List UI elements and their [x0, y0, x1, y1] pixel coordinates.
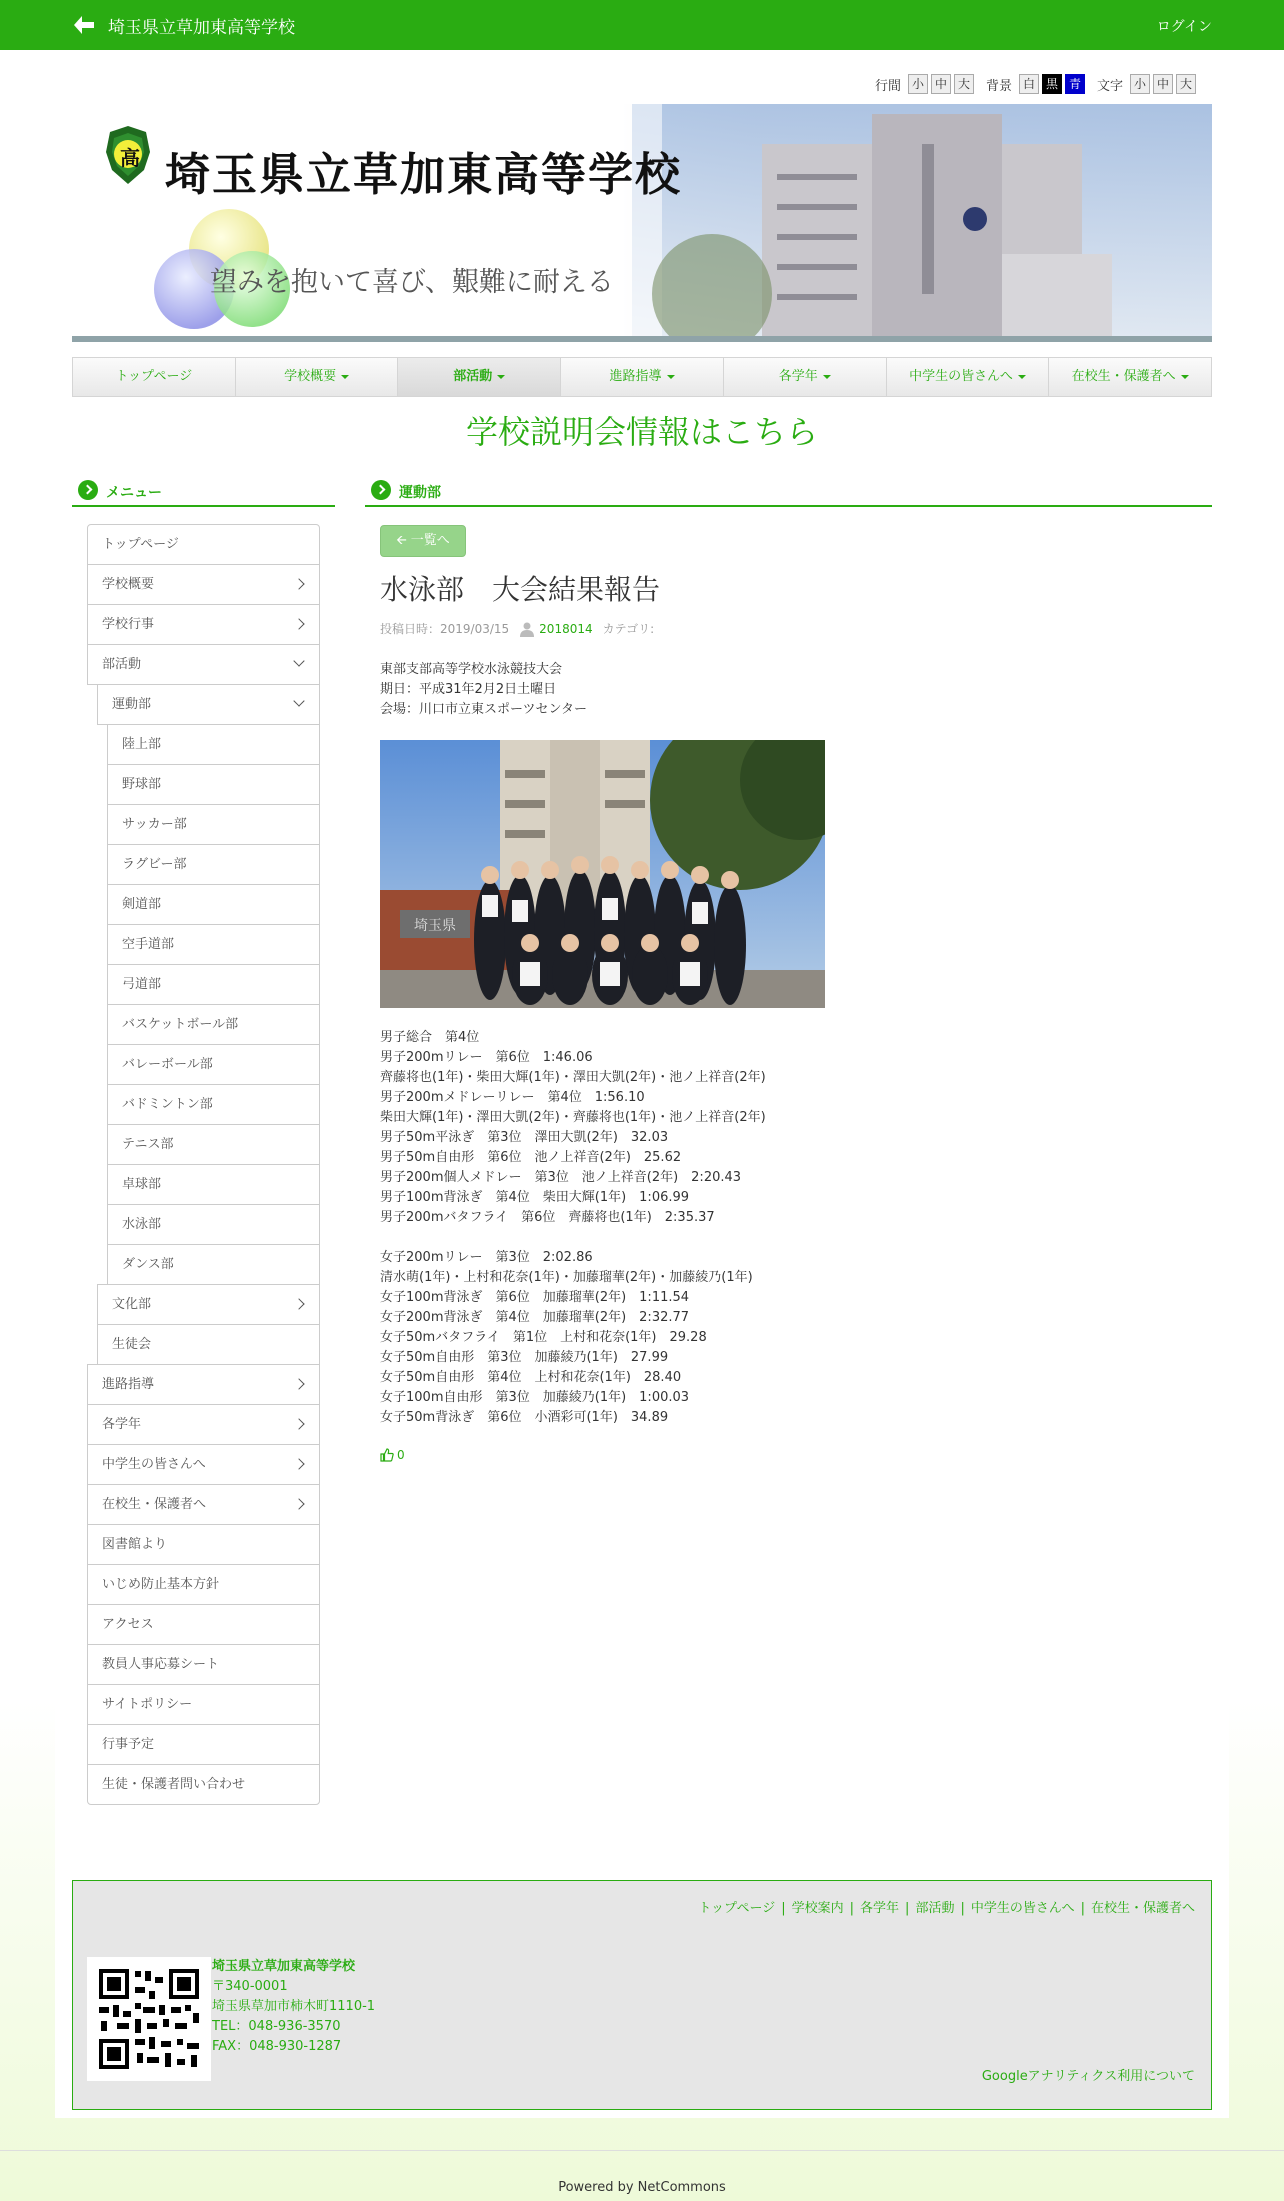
caret-down-icon	[1181, 375, 1189, 379]
event-name: 東部支部高等学校水泳競技大会	[380, 662, 563, 677]
category-label: カテゴリ:	[602, 622, 655, 636]
footer-link-students-parents[interactable]: 在校生・保護者へ	[1090, 1901, 1195, 1916]
separator: |	[905, 1901, 910, 1916]
sidebar-item-baseball[interactable]	[107, 764, 320, 805]
nav-label: 中学生の皆さんへ	[909, 369, 1013, 384]
result-line: 男子総合 第4位	[380, 1030, 480, 1045]
sidebar-item-badminton[interactable]	[107, 1084, 320, 1125]
sidebar-item-label: 陸上部	[122, 737, 162, 752]
line-height-setting	[875, 74, 974, 94]
back-to-list-label: 一覧へ	[410, 533, 450, 548]
caret-down-icon	[823, 375, 831, 379]
separator: |	[849, 1901, 855, 1916]
event-venue: 会場：川口市立東スポーツセンター	[380, 702, 587, 717]
team-photo[interactable]	[380, 740, 825, 1008]
sidebar-item-sports-clubs[interactable]	[97, 684, 320, 725]
sidebar-item-label: 卓球部	[122, 1177, 162, 1192]
result-line: 男子200m個人メドレー 第3位 池ノ上祥音(2年) 2:20.43	[380, 1170, 742, 1185]
site-title[interactable]: 埼玉県立草加東高等学校	[108, 18, 295, 38]
sidebar-item-label: サッカー部	[122, 817, 187, 832]
background-blue-button[interactable]: 青	[1065, 74, 1085, 94]
result-line: 女子100m自由形 第3位 加藤綾乃(1年) 1:00.03	[380, 1390, 690, 1405]
text-size-label: 文字	[1097, 78, 1124, 94]
sidebar-item-label: トップページ	[102, 537, 179, 552]
sidebar-item-tennis[interactable]	[107, 1124, 320, 1165]
emblem-char: 高	[120, 146, 140, 170]
nav-club-activities[interactable]	[398, 358, 561, 396]
result-line: 女子200m背泳ぎ 第4位 加藤瑠華(2年) 2:32.77	[380, 1310, 690, 1325]
result-line: 男子200mメドレーリレー 第4位 1:56.10	[380, 1090, 645, 1105]
sidebar-item-label: 行事予定	[102, 1737, 155, 1752]
footer-tel: TEL：048-936-3570	[212, 2019, 341, 2034]
result-line: 女子50m自由形 第3位 加藤綾乃(1年) 27.99	[380, 1350, 669, 1365]
banner-school-name: 埼玉県立草加東高等学校	[165, 148, 683, 201]
footer-link-top[interactable]: トップページ	[698, 1901, 776, 1916]
sidebar-item-label: ラグビー部	[122, 857, 187, 872]
result-line: 男子200mバタフライ 第6位 齊藤将也(1年) 2:35.37	[380, 1210, 715, 1225]
result-line: 女子100m背泳ぎ 第6位 加藤瑠華(2年) 1:11.54	[380, 1290, 690, 1305]
chevron-right-icon	[293, 1378, 304, 1389]
caret-down-icon	[667, 375, 675, 379]
result-line: 齊藤将也(1年)・柴田大輝(1年)・澤田大凱(2年)・池ノ上祥音(2年)	[380, 1070, 766, 1085]
caret-down-icon	[497, 375, 505, 379]
result-line: 男子50m平泳ぎ 第3位 澤田大凱(2年) 32.03	[380, 1130, 669, 1145]
footer	[72, 1880, 1212, 2110]
chevron-right-icon	[293, 1458, 304, 1469]
sidebar-item-career[interactable]	[87, 1364, 320, 1405]
sidebar-item-label: 学校概要	[102, 577, 155, 592]
sidebar-item-label: いじめ防止基本方針	[102, 1577, 220, 1592]
sidebar-item-kyudo[interactable]	[107, 964, 320, 1005]
footer-link-junior-high[interactable]: 中学生の皆さんへ	[970, 1901, 1075, 1916]
chevron-down-icon	[293, 695, 304, 706]
sidebar-item-label: 文化部	[112, 1297, 152, 1312]
sidebar-item-label: 弓道部	[122, 977, 162, 992]
sidebar-item-label: バドミントン部	[122, 1097, 213, 1112]
sidebar-item-label: 生徒・保護者問い合わせ	[102, 1777, 246, 1792]
qr-code	[87, 1957, 211, 2081]
user-avatar-icon	[519, 621, 535, 637]
text-large-button[interactable]: 大	[1176, 74, 1196, 94]
back-arrow-icon[interactable]	[72, 14, 96, 36]
footer-links	[698, 1897, 1195, 1916]
nav-junior-high-students[interactable]	[887, 358, 1050, 396]
sidebar-item-label: ダンス部	[122, 1257, 174, 1272]
sidebar-item-label: 各学年	[102, 1417, 142, 1432]
header-banner[interactable]	[72, 104, 1212, 342]
author-link[interactable]: 2018014	[539, 621, 593, 636]
sidebar-item-volleyball[interactable]	[107, 1044, 320, 1085]
background-black-button[interactable]: 黒	[1042, 74, 1062, 94]
sidebar-item-label: 進路指導	[102, 1377, 155, 1392]
sidebar-menu	[87, 525, 320, 1805]
chevron-right-icon	[293, 1298, 304, 1309]
chevron-down-icon	[293, 655, 304, 666]
sidebar-item-students-parents[interactable]	[87, 1484, 320, 1525]
sidebar-item-contact[interactable]	[87, 1764, 320, 1805]
result-line: 女子50mバタフライ 第1位 上村和花奈(1年) 29.28	[380, 1330, 707, 1345]
photo-sign-text: 埼玉県	[414, 918, 456, 934]
sidebar-item-label: 生徒会	[112, 1337, 152, 1352]
footer-link-clubs[interactable]: 部活動	[915, 1901, 955, 1916]
separator: |	[1080, 1901, 1085, 1916]
girls-results	[380, 1248, 753, 1428]
result-line: 男子200mリレー 第6位 1:46.06	[380, 1050, 593, 1065]
sidebar-item-label: サイトポリシー	[102, 1697, 193, 1712]
sidebar-item-dance[interactable]	[107, 1244, 320, 1285]
sidebar-item-rugby[interactable]	[107, 844, 320, 885]
line-height-small-button[interactable]: 小	[908, 74, 928, 94]
nav-label: 部活動	[453, 369, 493, 384]
separator: |	[781, 1901, 786, 1916]
sidebar-item-label: バスケットボール部	[122, 1017, 239, 1032]
global-nav	[72, 357, 1212, 397]
powered-by[interactable]: Powered by NetCommons	[558, 2180, 726, 2195]
thumbs-up-icon	[380, 1448, 394, 1462]
sidebar-item-label: 部活動	[102, 657, 142, 672]
event-date: 期日：平成31年2月2日土曜日	[380, 682, 557, 697]
sidebar-item-label: 水泳部	[122, 1217, 162, 1232]
sidebar-item-label: 空手道部	[122, 937, 175, 952]
sidebar-item-swimming[interactable]	[107, 1204, 320, 1245]
sidebar-item-label: 教員人事応募シート	[102, 1657, 220, 1672]
background-white-button[interactable]: 白	[1019, 74, 1039, 94]
nav-students-parents[interactable]	[1049, 358, 1211, 396]
divider	[0, 2150, 1284, 2151]
chevron-circle-icon	[78, 480, 98, 500]
chevron-right-icon	[293, 1418, 304, 1429]
sidebar-item-site-policy[interactable]	[87, 1684, 320, 1725]
boys-results	[380, 1028, 766, 1228]
main-heading-text: 運動部	[399, 485, 441, 501]
nav-career-guidance[interactable]	[561, 358, 724, 396]
nav-label: 進路指導	[609, 369, 662, 384]
sidebar-item-label: アクセス	[102, 1617, 154, 1632]
result-line: 柴田大輝(1年)・澤田大凱(2年)・齊藤将也(1年)・池ノ上祥音(2年)	[380, 1110, 766, 1125]
result-line: 男子50m自由形 第6位 池ノ上祥音(2年) 25.62	[380, 1150, 682, 1165]
footer-link-school-info[interactable]: 学校案内	[791, 1901, 844, 1916]
chevron-right-icon	[293, 578, 304, 589]
sidebar-heading-text: メニュー	[106, 485, 162, 501]
article-meta	[380, 620, 654, 637]
sidebar-item-label: 運動部	[112, 697, 152, 712]
back-to-list-button[interactable]	[380, 525, 466, 557]
banner-motto: 望みを抱いて喜び、艱難に耐える	[210, 267, 614, 298]
sidebar-item-kendo[interactable]	[107, 884, 320, 925]
sidebar-item-label: バレーボール部	[122, 1057, 213, 1072]
sidebar-item-track[interactable]	[107, 724, 320, 765]
result-line: 女子50m自由形 第4位 上村和花奈(1年) 28.40	[380, 1370, 682, 1385]
nav-top[interactable]	[73, 358, 236, 396]
line-height-label: 行間	[875, 78, 902, 94]
analytics-policy-link[interactable]: Googleアナリティクス利用について	[981, 2069, 1195, 2084]
sidebar-item-label: 図書館より	[102, 1537, 168, 1552]
sidebar-item-anti-bullying[interactable]	[87, 1564, 320, 1605]
line-height-large-button[interactable]: 大	[954, 74, 974, 94]
result-line: 清水萌(1年)・上村和花奈(1年)・加藤瑠華(2年)・加藤綾乃(1年)	[380, 1270, 753, 1285]
sidebar-item-schedule[interactable]	[87, 1724, 320, 1765]
text-size-setting	[1097, 74, 1196, 94]
sidebar-item-student-council[interactable]	[97, 1324, 320, 1365]
footer-contact	[212, 1957, 375, 2057]
nav-label: 学校概要	[284, 369, 337, 384]
display-settings	[863, 74, 1196, 94]
sidebar-item-label: 剣道部	[122, 897, 162, 912]
footer-school-name: 埼玉県立草加東高等学校	[212, 1959, 356, 1974]
footer-address: 埼玉県草加市柿木町1110-1	[212, 1999, 376, 2014]
sidebar-item-table-tennis[interactable]	[107, 1164, 320, 1205]
chevron-right-icon	[293, 618, 304, 629]
sidebar-item-grades[interactable]	[87, 1404, 320, 1445]
sidebar-item-junior-high[interactable]	[87, 1444, 320, 1485]
background-label: 背景	[986, 78, 1013, 94]
sidebar-item-top[interactable]	[87, 524, 320, 565]
sidebar-item-label: 在校生・保護者へ	[102, 1497, 207, 1512]
sidebar-item-label: 中学生の皆さんへ	[102, 1457, 206, 1472]
event-info	[380, 660, 587, 720]
footer-postal-code: 〒340-0001	[212, 1979, 288, 1994]
sidebar-item-school-events[interactable]	[87, 604, 320, 645]
login-link[interactable]: ログイン	[1156, 19, 1212, 35]
sidebar-item-school-overview[interactable]	[87, 564, 320, 605]
line-height-medium-button[interactable]: 中	[931, 74, 951, 94]
result-line: 男子100m背泳ぎ 第4位 柴田大輝(1年) 1:06.99	[380, 1190, 690, 1205]
posted-date: 投稿日時：2019/03/15	[380, 622, 510, 636]
text-small-button[interactable]: 小	[1130, 74, 1150, 94]
sidebar-item-soccer[interactable]	[107, 804, 320, 845]
article-title: 水泳部 大会結果報告	[380, 573, 661, 606]
caret-down-icon	[341, 375, 349, 379]
like-count: 0	[397, 1448, 405, 1462]
result-line: 女子50m背泳ぎ 第6位 小酒彩可(1年) 34.89	[380, 1410, 669, 1425]
sidebar-item-karate[interactable]	[107, 924, 320, 965]
chevron-right-icon	[293, 1498, 304, 1509]
info-session-link[interactable]: 学校説明会情報はこちら	[465, 413, 818, 451]
separator: |	[960, 1901, 965, 1916]
nav-label: 各学年	[778, 369, 818, 384]
nav-label: 在校生・保護者へ	[1071, 369, 1176, 384]
chevron-circle-icon	[371, 480, 391, 500]
sidebar-item-clubs[interactable]	[87, 644, 320, 685]
arrow-left-icon: 🡨	[396, 533, 407, 548]
footer-fax: FAX：048-930-1287	[212, 2039, 342, 2054]
sidebar-heading	[72, 477, 335, 507]
sidebar-item-culture-clubs[interactable]	[97, 1284, 320, 1325]
sidebar-item-basketball[interactable]	[107, 1004, 320, 1045]
sidebar-item-label: テニス部	[122, 1137, 174, 1152]
footer-link-grades[interactable]: 各学年	[860, 1901, 900, 1916]
caret-down-icon	[1018, 375, 1026, 379]
main-heading	[365, 477, 1212, 507]
sidebar-item-teacher-application[interactable]	[87, 1644, 320, 1685]
nav-school-overview[interactable]	[236, 358, 399, 396]
qr-code-graphic	[87, 1957, 211, 2081]
background-setting	[986, 74, 1085, 94]
nav-label: トップページ	[115, 369, 193, 384]
nav-grades[interactable]	[724, 358, 887, 396]
sidebar-item-label: 野球部	[122, 777, 162, 792]
like-button[interactable]	[380, 1448, 405, 1462]
team-photo-graphic	[380, 740, 825, 1008]
sidebar-item-library[interactable]	[87, 1524, 320, 1565]
top-bar	[0, 0, 1284, 50]
sidebar-item-access[interactable]	[87, 1604, 320, 1645]
text-medium-button[interactable]: 中	[1153, 74, 1173, 94]
sidebar-item-label: 学校行事	[102, 617, 155, 632]
result-line: 女子200mリレー 第3位 2:02.86	[380, 1250, 593, 1265]
